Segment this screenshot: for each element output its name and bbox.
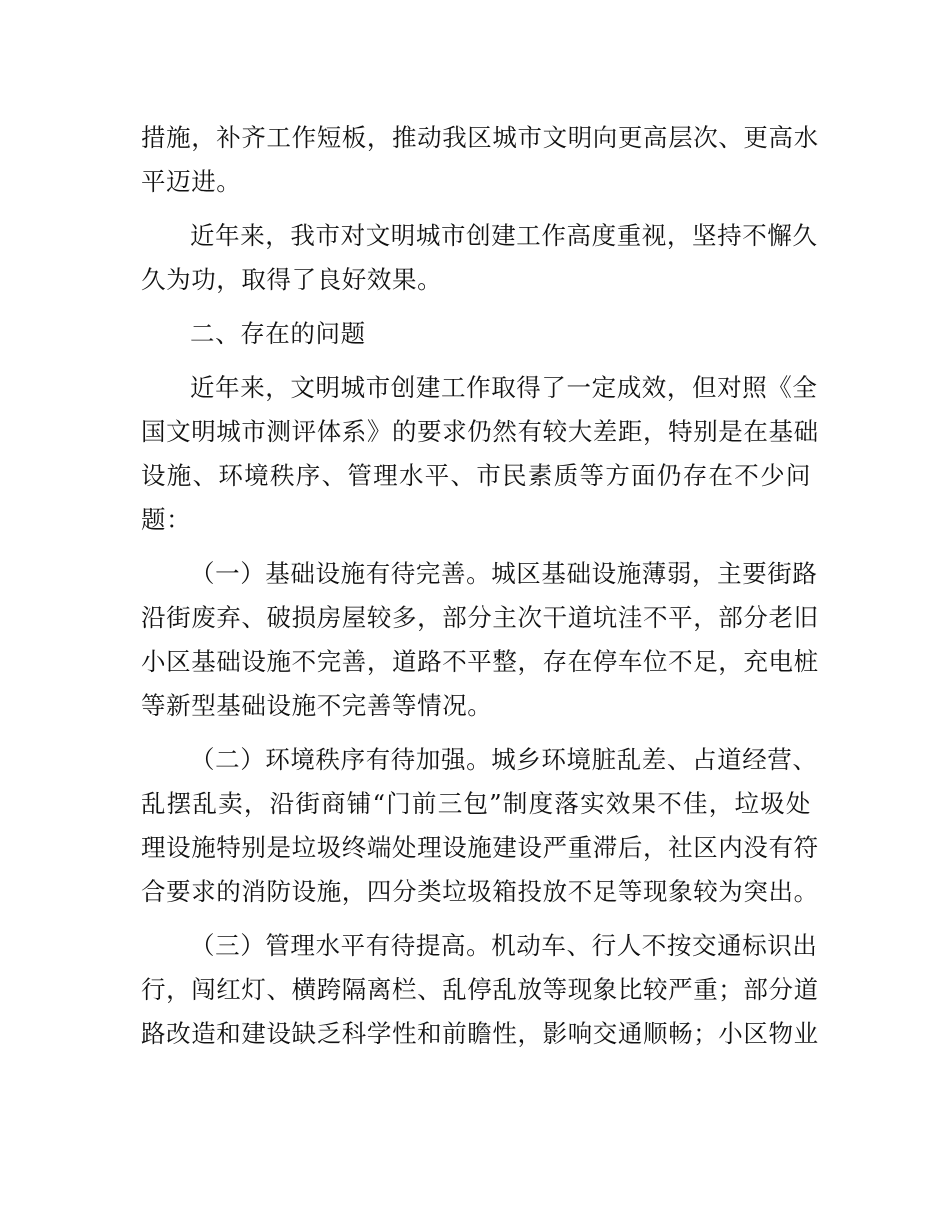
text-line: 平迈进。 [141, 167, 242, 196]
text-line: 路改造和建设缺乏科学性和前瞻性，影响交通顺畅；小区物业 [141, 1019, 819, 1048]
text-line: 措施，补齐工作短板，推动我区城市文明向更高层次、更高水 [141, 123, 819, 152]
paragraph-recent-years [141, 214, 818, 302]
paragraph-management [141, 924, 819, 1056]
paragraph-environment [141, 738, 819, 914]
text-line: （一）基础设施有待完善。城区基础设施薄弱，主要街路 [190, 559, 818, 588]
section-heading-problems [141, 312, 811, 356]
document-body [141, 116, 819, 1066]
text-line: 国文明城市测评体系》的要求仍然有较大差距，特别是在基础 [141, 417, 819, 446]
text-line: 乱摆乱卖，沿街商铺“门前三包”制度落实效果不佳，垃圾处 [141, 789, 811, 818]
text-line: 等新型基础设施不完善等情况。 [141, 691, 493, 720]
text-line: 设施、环境秩序、管理水平、市民素质等方面仍存在不少问 [141, 461, 811, 490]
text-line: 近年来，我市对文明城市创建工作高度重视，坚持不懈久 [190, 221, 818, 250]
text-line: 小区基础设施不完善，道路不平整，存在停车位不足，充电桩 [141, 647, 819, 676]
text-line: 久为功，取得了良好效果。 [141, 265, 443, 294]
section-heading-text: 二、存在的问题 [190, 319, 366, 348]
paragraph-infrastructure [141, 552, 819, 728]
text-line: 题： [141, 505, 192, 534]
text-line: （二）环境秩序有待加强。城乡环境脏乱差、占道经营、 [190, 745, 818, 774]
paragraph-problems-overview [141, 366, 819, 542]
text-line: 行，闯红灯、横跨隔离栏、乱停乱放等现象比较严重；部分道 [141, 975, 819, 1004]
text-line: 合要求的消防设施，四分类垃圾箱投放不足等现象较为突出。 [141, 877, 819, 906]
paragraph-intro-continuation [141, 116, 819, 204]
text-line: 理设施特别是垃圾终端处理设施建设严重滞后，社区内没有符 [141, 833, 819, 862]
text-line: 近年来，文明城市创建工作取得了一定成效，但对照《全 [190, 373, 818, 402]
text-line: 沿街废弃、破损房屋较多，部分主次干道坑洼不平，部分老旧 [141, 603, 819, 632]
text-line: （三）管理水平有待提高。机动车、行人不按交通标识出 [190, 931, 818, 960]
